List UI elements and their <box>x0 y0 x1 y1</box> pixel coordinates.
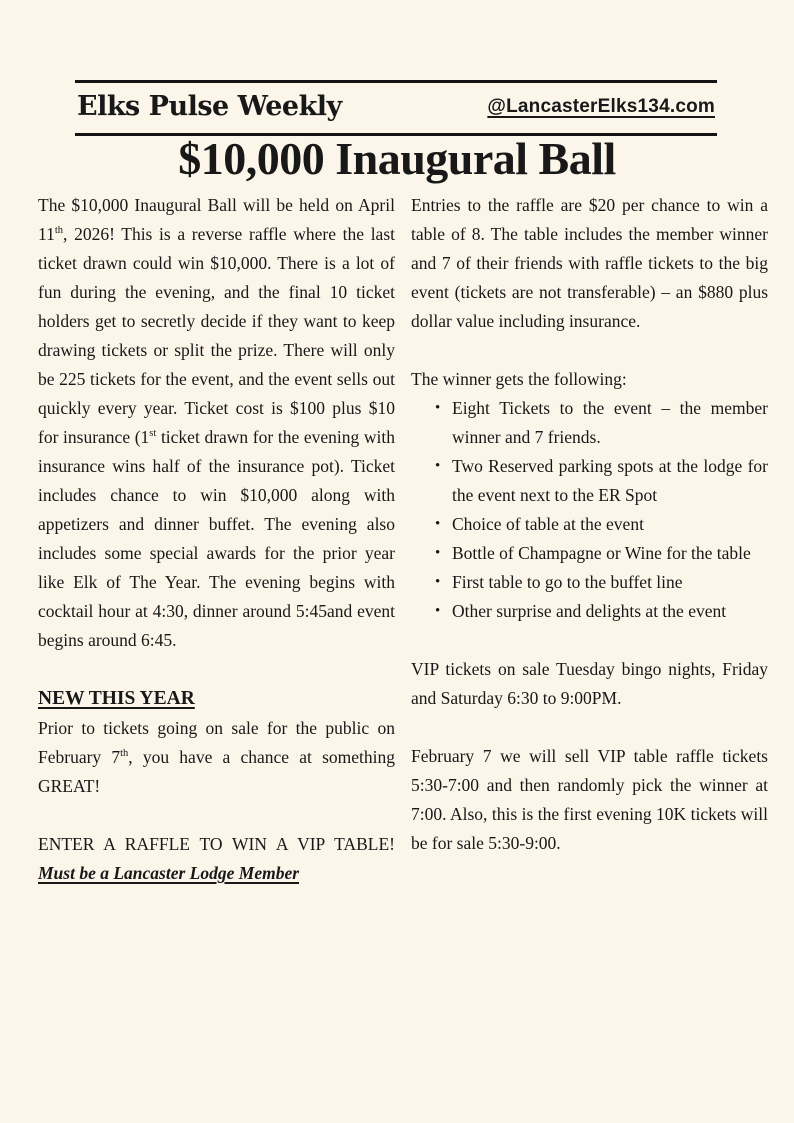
masthead-title: Elks Pulse Weekly <box>77 91 342 122</box>
website-link[interactable]: @LancasterElks134.com <box>487 95 715 117</box>
new-this-year-heading: NEW THIS YEAR <box>38 688 195 709</box>
left-column <box>38 191 395 917</box>
benefit-item: • Choice of table at the event <box>452 510 768 539</box>
benefit-item: • Bottle of Champagne or Wine for the table <box>452 539 768 568</box>
raffle-cta-text: ENTER A RAFFLE TO WIN A VIP TABLE! <box>38 834 395 854</box>
vip-sales-paragraph: VIP tickets on sale Tuesday bingo nights, Friday and Saturday 6:30 to 9:00PM. <box>411 659 768 708</box>
february-sales-paragraph: February 7 we will sell VIP table raffle tickets 5:30-7:00 and then randomly pick the winner at 7:00. Also, this is the first evening 10K tickets will be for sale 5:30-9:00. <box>411 746 768 853</box>
new-this-year-paragraph <box>38 714 395 801</box>
benefits-list <box>411 394 768 626</box>
new-this-year-text-2: , you have a chance at something GREAT! <box>38 747 395 796</box>
raffle-cta-paragraph <box>38 830 395 888</box>
intro-text-1: The $10,000 Inaugural Ball will be held on April 11 <box>38 195 395 244</box>
right-column <box>411 191 768 917</box>
ordinal-superscript: th <box>54 225 64 237</box>
ordinal-superscript: st <box>149 428 157 440</box>
new-this-year-text-1: Prior to tickets going on sale for the public on February 7 <box>38 718 395 767</box>
winner-intro: The winner gets the following: <box>411 369 627 389</box>
page-title: $10,000 Inaugural Ball <box>178 133 616 184</box>
entries-paragraph: Entries to the raffle are $20 per chance to win a table of 8. The table includes the member winner and 7 of their friends with raffle tickets to the big event (tickets are not transferable) – an $880 plus dollar value including insurance. <box>411 195 768 331</box>
benefit-item: • First table to go to the buffet line <box>452 568 768 597</box>
benefit-item: • Two Reserved parking spots at the lodge for the event next to the ER Spot <box>452 452 768 510</box>
intro-paragraph <box>38 191 395 655</box>
intro-text-2: , 2026! This is a reverse raffle where the last ticket drawn could win $10,000. There is a lot of fun during the evening, and the final 10 ticket holders get to secretly decide if they want to keep drawing tickets or split the prize. There will only be 225 tickets for the event, and the event sells out quickly every year. Ticket cost is $100 plus $10 for insurance (1 <box>38 224 395 447</box>
benefit-item: • Other surprise and delights at the event <box>452 597 768 626</box>
masthead-bar <box>75 80 717 136</box>
benefit-item: • Eight Tickets to the event – the member winner and 7 friends. <box>452 394 768 452</box>
article-body <box>38 191 768 917</box>
ordinal-superscript: th <box>120 748 129 760</box>
member-requirement-emphasis: Must be a Lancaster Lodge Member <box>38 863 300 883</box>
intro-text-3: ticket drawn for the evening with insurance wins half of the insurance pot). Ticket includes chance to win $10,000 along with appetizers and dinner buffet. The evening also includes some special awards for the prior year like Elk of The Year. The evening begins with cocktail hour at 4:30, dinner around 5:45and event begins around 6:45. <box>38 427 395 650</box>
